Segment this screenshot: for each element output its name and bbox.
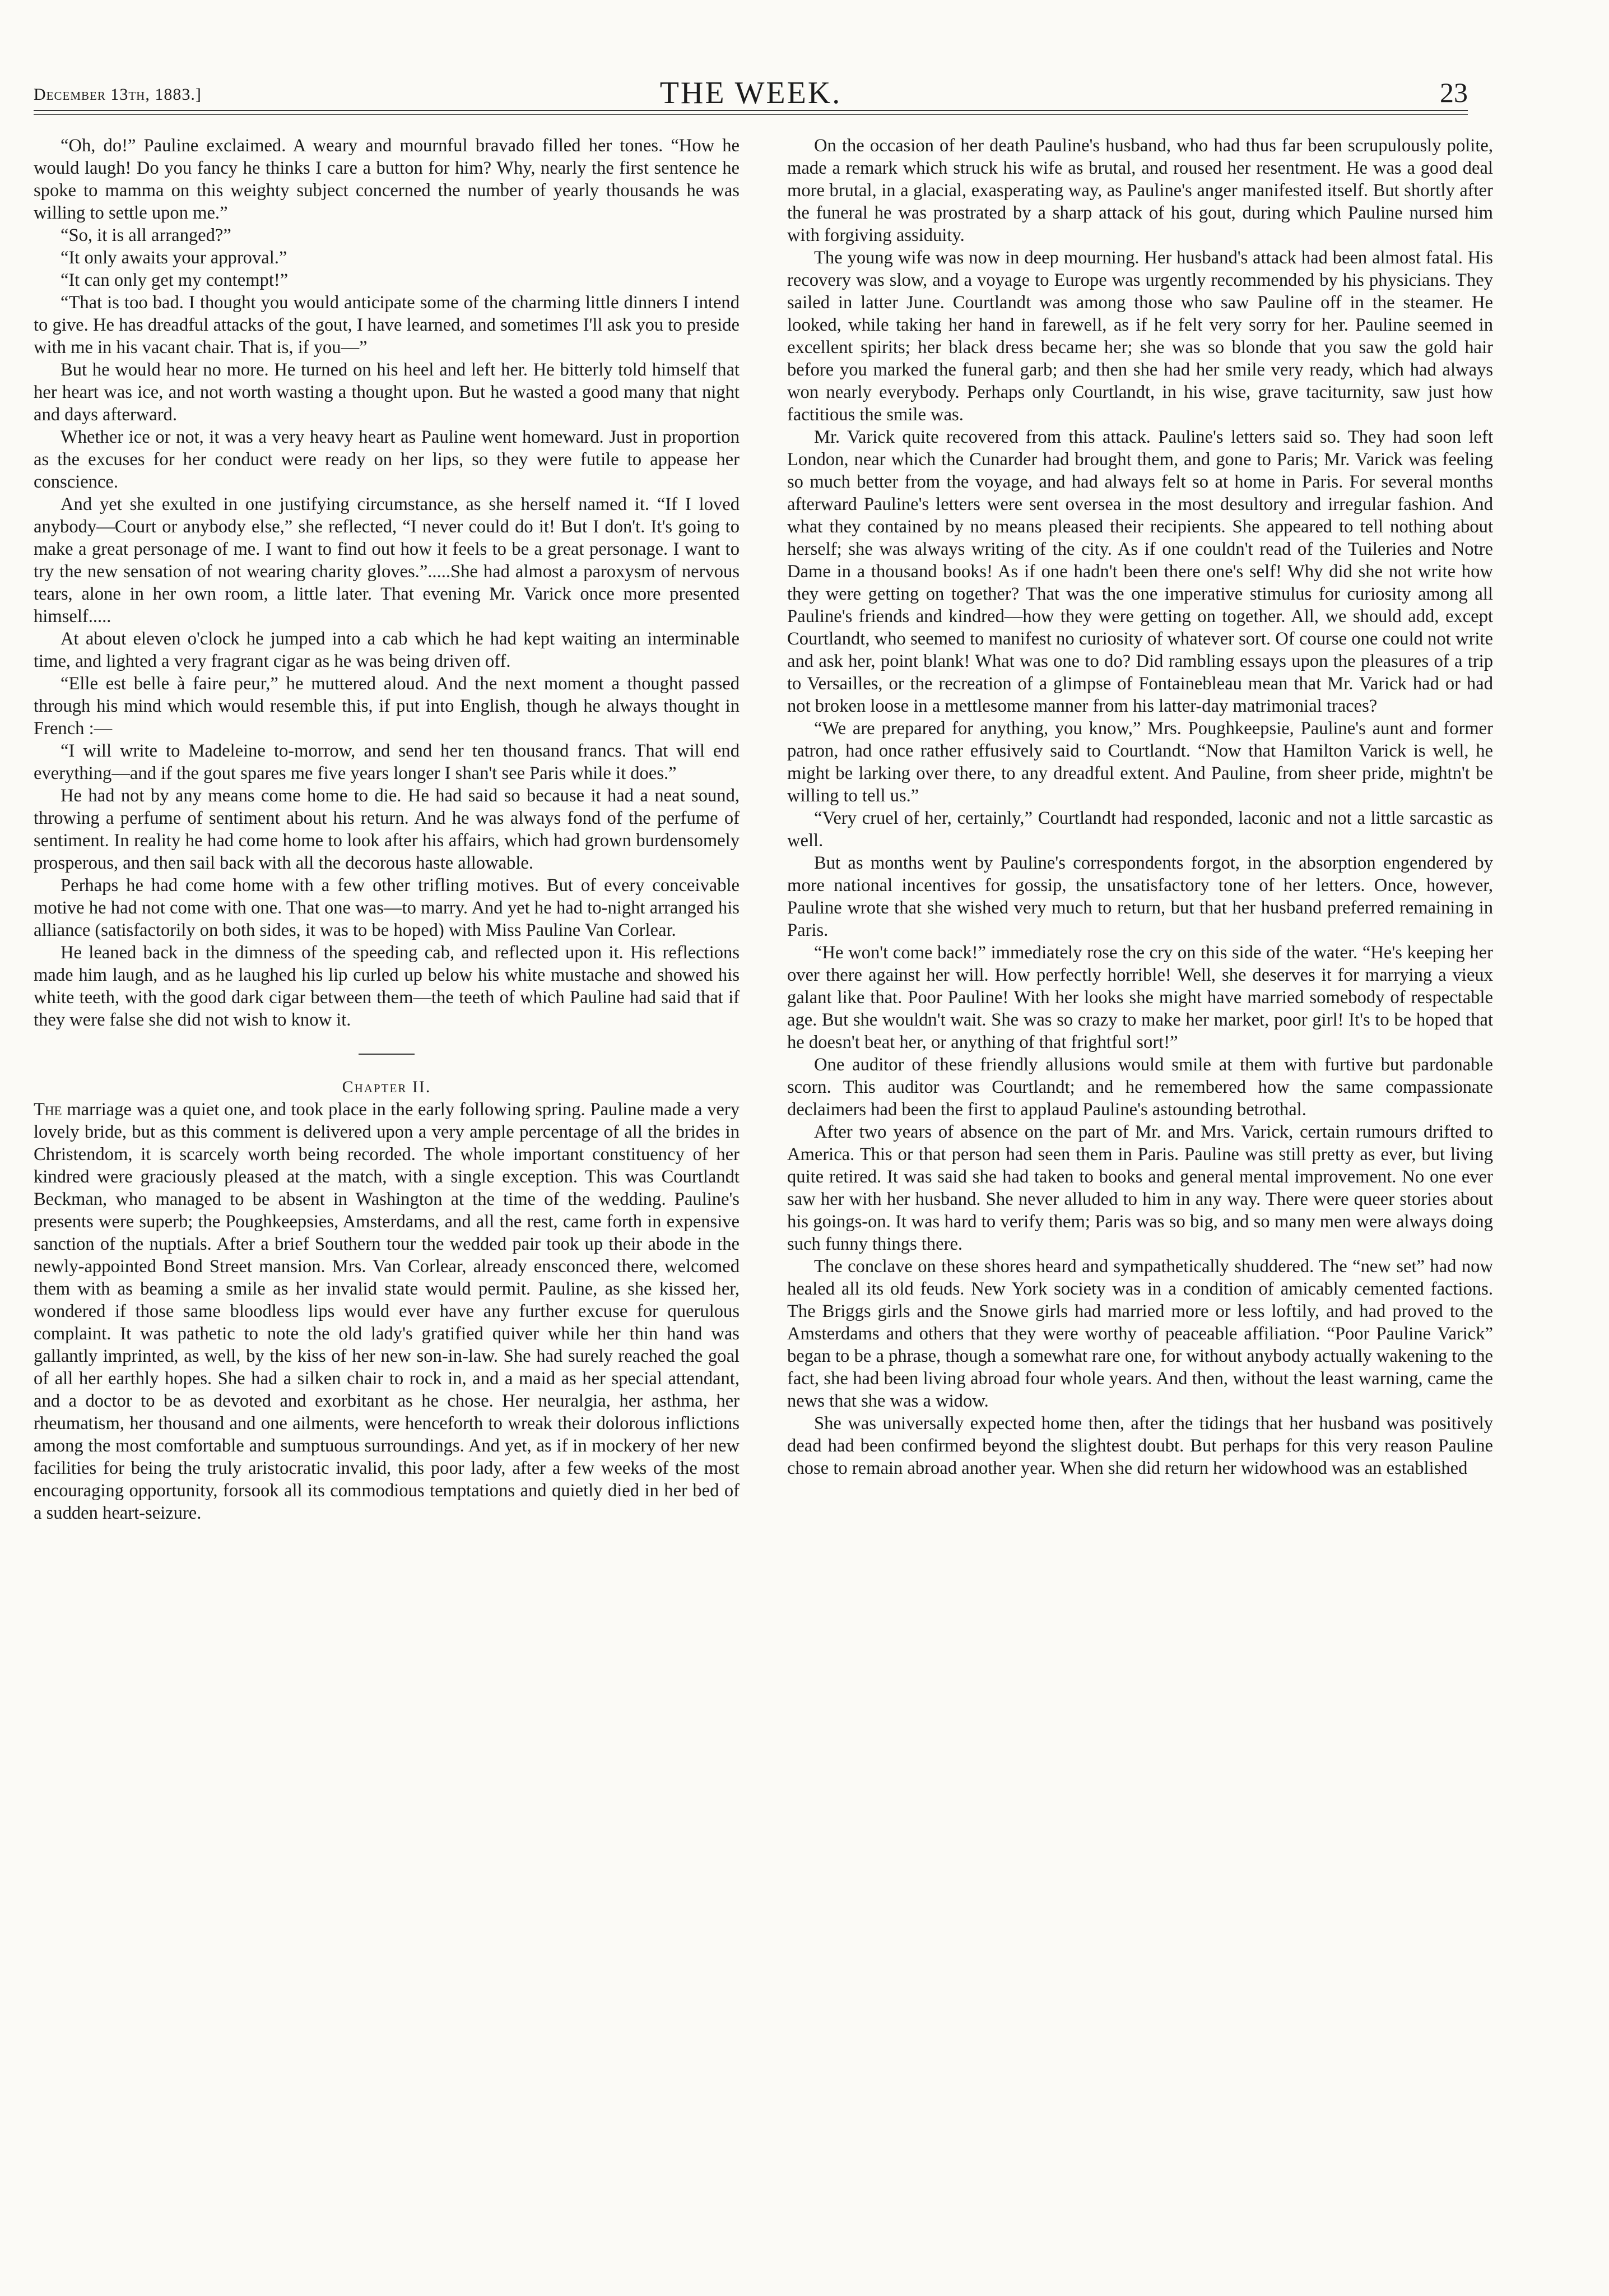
section-divider	[359, 1054, 415, 1055]
paragraph: “That is too bad. I thought you would anticipate some of the charming little dinners I intend to give. He has dreadful attacks of the gout, I have learned, and sometimes I'll ask you to preside with me in his vacant chair. That is, if you—”	[34, 293, 740, 358]
paragraph: But as months went by Pauline's correspondents forgot, in the absorption engendered by more national incentives for gossip, the unsatisfactory tone of her letters. Once, however, Pauline wrote that she wished very much to return, but that her husband preferred remaining in Paris.	[787, 853, 1493, 940]
paragraph: “It only awaits your approval.”	[61, 248, 287, 268]
paragraph: And yet she exulted in one justifying circumstance, as she herself named it. “If I loved anybody—Court or anybody else,” she reflected, “I never could do it! But I don't. It's going to make a great personage of me. I want to find out how it feels to be a great personage. I want to try the new sensation of not wearing charity gloves.”.....She had almost a paroxysm of nervous tears, alone in her own room, a little later. That evening Mr. Varick once more presented himself.....	[34, 494, 740, 627]
paragraph: “So, it is all arranged?”	[61, 225, 231, 245]
paragraph: Whether ice or not, it was a very heavy heart as Pauline went homeward. Just in proportion as the excuses for her conduct were ready on her lips, so they were futile to appease her conscience.	[34, 427, 740, 492]
right-column	[787, 134, 1493, 1479]
paragraph: After two years of absence on the part of Mr. and Mrs. Varick, certain rumours drifted to America. This or that person had seen them in Paris. Pauline was still pretty as ever, but living quite retired. It was said she had taken to books and general mental improvement. No one ever saw her with her husband. She never alluded to him in any way. There were queer stories about his goings-on. It was hard to verify them; Paris was so big, and so many men were always doing such funny things there.	[787, 1122, 1493, 1254]
paragraph: He had not by any means come home to die. He had said so because it had a neat sound, throwing a perfume of sentiment about his return. And he was always fond of the perfume of sentiment. In reality he had come home to look after his affairs, which had grown burdensomely prosperous, and then sail back with all the decorous haste allowable.	[34, 786, 740, 873]
paragraph: “Very cruel of her, certainly,” Courtlandt had responded, laconic and not a little sarcastic as well.	[787, 808, 1493, 851]
paragraph: Perhaps he had come home with a few other trifling motives. But of every conceivable motive he had not come with one. That one was—to marry. And yet he had to-night arranged his alliance (satisfactorily on both sides, it was to be hoped) with Miss Pauline Van Corlear.	[34, 875, 740, 940]
paragraph: “Elle est belle à faire peur,” he muttered aloud. And the next moment a thought passed through his mind which would resemble this, if put into English, though he always thought in French :—	[34, 674, 740, 739]
paragraph: On the occasion of her death Pauline's husband, who had thus far been scrupulously polite, made a remark which struck his wife as brutal, and roused her resentment. He was a good deal more brutal, in a glacial, exasperating way, as Pauline's anger manifested itself. But shortly after the funeral he was prostrated by a sharp attack of his gout, during which Pauline nursed him with forgiving assiduity.	[787, 136, 1493, 245]
paragraph: She was universally expected home then, after the tidings that her husband was positively dead had been confirmed beyond the slightest doubt. But perhaps for this very reason Pauline chose to remain abroad another year. When she did return her widowhood was an established	[787, 1413, 1493, 1478]
left-column	[34, 134, 740, 1524]
chapter-opening-paragraph	[34, 1098, 740, 1524]
paragraph: “He won't come back!” immediately rose the cry on this side of the water. “He's keeping her over there against her will. How perfectly horrible! Well, she deserves it for marrying a vieux galant like that. Poor Pauline! With her looks she might have married somebody of respectable age. But she wouldn't wait. She was so crazy to make her market, poor girl! It's to be hoped that he doesn't beat her, or anything of that frightful sort!”	[787, 943, 1493, 1052]
chapter-paragraph-text: marriage was a quiet one, and took place in the early following spring. Pauline made a very lovely bride, but as this comment is delivered upon a very ample percentage of all the brides in Christendom, it is scarcely worth being recorded. The whole important constituency of her kindred were graciously pleased at the match, with a single exception. This was Courtlandt Beckman, who managed to be absent in Washington at the time of the wedding. Pauline's presents were superb; the Poughkeepsies, Amsterdams, and all the rest, came forth in expensive sanction of the nuptials. After a brief Southern tour the wedded pair took up their abode in the newly-appointed Bond Street mansion. Mrs. Van Corlear, already ensconced there, welcomed them with as beaming a smile as her invalid state would permit. Pauline, as she kissed her, wondered if those same bloodless lips would ever have any further excuse for querulous complaint. It was pathetic to note the old lady's gratified quiver while her thin hand was gallantly imprinted, as well, by the kiss of her new son-in-law. She had surely reached the goal of all her earthly hopes. She had a silken chair to rock in, and a maid as her special attendant, and a doctor to be as devoted and exorbitant as he chose. Her neuralgia, her asthma, her rheumatism, her thousand and one ailments, were henceforth to wreak their dolorous inflictions among the most comfortable and sumptuous surroundings. And yet, as if in mockery of her new facilities for being the truly aristocratic invalid, this poor lady, after a few weeks of the most encouraging opportunity, forsook all its commodious temptations and quietly died in her bed of a sudden heart-seizure.	[34, 1100, 740, 1523]
paragraph: “Oh, do!” Pauline exclaimed. A weary and mournful bravado filled her tones. “How he would laugh! Do you fancy he thinks I care a button for him? Why, nearly the first sentence he spoke to mamma on this weighty subject concerned the number of yearly thousands he was willing to settle upon me.”	[34, 136, 740, 223]
header-rule-thin	[34, 114, 1468, 115]
masthead	[34, 66, 1468, 111]
chapter-first-word: The	[34, 1100, 62, 1120]
paragraph: Mr. Varick quite recovered from this attack. Pauline's letters said so. They had soon left London, near which the Cunarder had brought them, and gone to Paris; Mr. Varick was feeling so much better from the voyage, and had always felt so at home in Paris. For several months afterward Pauline's letters were sent oversea in the most desultory and irregular fashion. And what they contained by no means pleased their recipients. She appeared to tell nothing about herself; she was always writing of the city. As if one couldn't read of the Tuileries and Notre Dame in a thousand books! As if one hadn't been there one's self! Why did she not write how they were getting on together? That was the one imperative stimulus for curiosity among all Pauline's friends and kindred—how they were getting on together. All, we should add, except Courtlandt, who seemed to manifest no curiosity of whatever sort. Of course one could not write and ask her, point blank! What was one to do? Did rambling essays upon the pleasures of a trip to Versailles, or the recreation of a glimpse of Fontainebleau mean that Mr. Varick had or had not broken loose in a mettlesome manner from his latter-day matrimonial traces?	[787, 427, 1493, 716]
issue-date: December 13th, 1883.]	[34, 85, 202, 104]
paragraph: He leaned back in the dimness of the speeding cab, and reflected upon it. His reflections made him laugh, and as he laughed his lip curled up below his white mustache and showed his white teeth, with the good dark cigar between them—the teeth of which Pauline had said that if they were false she did not wish to know it.	[34, 943, 740, 1030]
paragraph: The conclave on these shores heard and sympathetically shuddered. The “new set” had now healed all its old feuds. New York society was in a condition of amicably cemented factions. The Briggs girls and the Snowe girls had married more or less loftily, and had proved to the Amsterdams and others that they were worthy of peaceable affiliation. “Poor Pauline Varick” began to be a phrase, though a somewhat rare one, for without anybody actually wakening to the fact, she had been living abroad four whole years. And then, without the least warning, came the news that she was a widow.	[787, 1256, 1493, 1411]
paragraph: But he would hear no more. He turned on his heel and left her. He bitterly told himself that her heart was ice, and not worth wasting a thought upon. But he wasted a good many that night and days afterward.	[34, 360, 740, 425]
paragraph: At about eleven o'clock he jumped into a cab which he had kept waiting an interminable time, and lighted a very fragrant cigar as he was being driven off.	[34, 629, 740, 671]
paragraph: “I will write to Madeleine to-morrow, and send her ten thousand francs. That will end everything—and if the gout spares me five years longer I shan't see Paris while it does.”	[34, 741, 740, 783]
paragraph: “We are prepared for anything, you know,” Mrs. Poughkeepsie, Pauline's aunt and former patron, had once rather effusively said to Courtlandt. “Now that Hamilton Varick is well, he might be larking over there, to any dreadful extent. And Pauline, from sheer pride, mightn't be willing to tell us.”	[787, 718, 1493, 806]
chapter-heading: Chapter II.	[342, 1078, 431, 1096]
page-number: 23	[1440, 77, 1468, 108]
header-rule	[34, 110, 1468, 111]
publication-title: THE WEEK.	[659, 76, 842, 110]
paragraph: “It can only get my contempt!”	[61, 270, 289, 290]
paragraph: One auditor of these friendly allusions would smile at them with furtive but pardonable scorn. This auditor was Courtlandt; and he remembered how the same compassionate declaimers had been the first to applaud Pauline's astounding betrothal.	[787, 1055, 1493, 1120]
paragraph: The young wife was now in deep mourning. Her husband's attack had been almost fatal. His recovery was slow, and a voyage to Europe was urgently recommended by his physicians. They sailed in latter June. Courtlandt was among those who saw Pauline off in the steamer. He looked, while taking her hand in farewell, as if he felt very sorry for her. Pauline seemed in excellent spirits; her black dress became her; she was so blonde that you saw the gold hair before you marked the funeral garb; and then she had her smile very ready, which had always won nearly everybody. Perhaps only Courtlandt, in his wise, grave taciturnity, saw just how factitious the smile was.	[787, 248, 1493, 425]
